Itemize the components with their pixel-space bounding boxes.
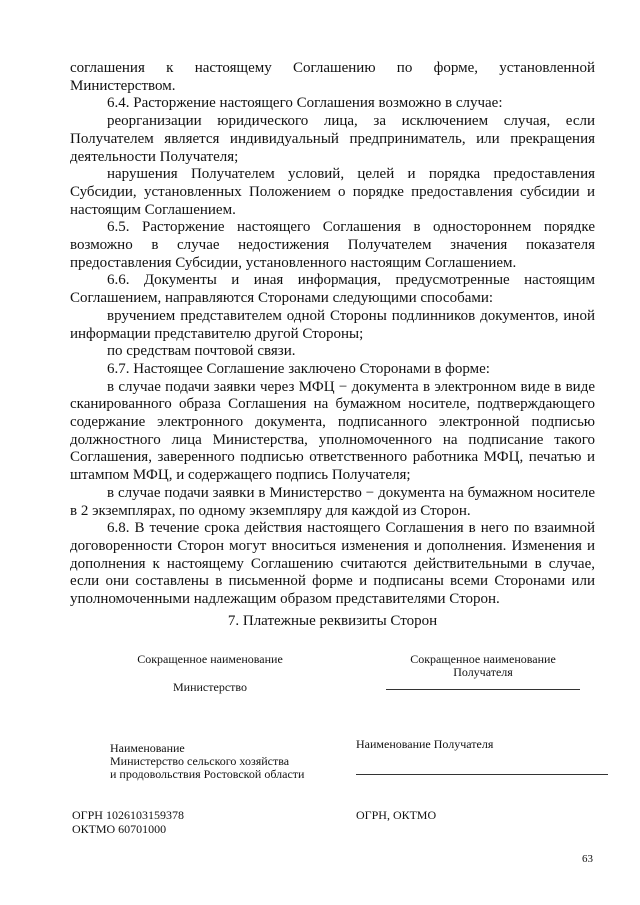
paragraph: реорганизации юридического лица, за исключением случая, если Получателем является индивидуальный предприниматель, или прекращения деятельности Получателя;: [70, 113, 595, 165]
paragraph: вручением представителем одной Стороны подлинников документов, иной информации представителю другой Стороны;: [70, 307, 595, 342]
left-short-name-label: Сокращенное наименование: [137, 652, 283, 666]
paragraph: 6.8. В течение срока действия настоящего Соглашения в него по взаимной договоренности Сторон могут вноситься изменения и дополнения. Изменения и дополнения к настоящему Соглашению считаются действительными в случае, если они составлены в письменной форме и подписаны всеми Сторонами или уполномоченными надлежащим образом представителями Сторон.: [70, 520, 595, 608]
paragraph: нарушения Получателем условий, целей и порядка предоставления Субсидии, установленных Положением о порядке предоставления субсидии и настоящим Соглашением.: [70, 166, 595, 218]
paragraph: по средствам почтовой связи.: [107, 343, 296, 360]
right-short-name-label: Сокращенное наименование: [410, 652, 556, 666]
right-short-name-value: Получателя: [453, 665, 513, 679]
left-ogrn: ОГРН 1026103159378: [72, 808, 184, 822]
paragraph: 6.7. Настоящее Соглашение заключено Сторонами в форме:: [107, 360, 490, 377]
paragraph: 6.6. Документы и иная информация, предусмотренные настоящим Соглашением, направляются Сторонами следующими способами:: [70, 272, 595, 307]
left-short-name-value: Министерство: [173, 680, 247, 694]
right-name-label: Наименование Получателя: [356, 737, 494, 751]
signature-line: [386, 689, 580, 690]
left-name-line1: Министерство сельского хозяйства: [110, 754, 290, 768]
page-number: 63: [582, 853, 593, 865]
left-oktmo: ОКТМО 60701000: [72, 822, 167, 836]
body-text: [70, 60, 595, 609]
paragraph: в случае подачи заявки в Министерство − документа на бумажном носителе в 2 экземплярах, по одному экземпляру для каждой из Сторон.: [70, 484, 595, 519]
section-title: 7. Платежные реквизиты Сторон: [227, 613, 438, 629]
right-ogrn-oktmo: ОГРН, ОКТМО: [356, 808, 437, 822]
signature-line: [356, 774, 608, 775]
paragraph: 6.4. Расторжение настоящего Соглашения возможно в случае:: [107, 95, 503, 112]
left-name-line2: и продовольствия Ростовской области: [110, 767, 305, 781]
paragraph: 6.5. Расторжение настоящего Соглашения в одностороннем порядке возможно в случае недостижения Получателем значения показателя предоставления Субсидии, установленного настоящим Соглашением.: [70, 219, 595, 271]
left-name-label: Наименование: [110, 741, 185, 755]
paragraph: соглашения к настоящему Соглашению по форме, установленной Министерством.: [70, 60, 595, 94]
paragraph: в случае подачи заявки через МФЦ − документа в электронном виде в виде сканированного образа Соглашения на бумажном носителе, подтверждающего содержание электронного документа, подписанного электронной подписью должностного лица Министерства, уполномоченного на подписание такого Соглашения, заверенного подписью ответственного работника МФЦ, печатью и штампом МФЦ, и содержащего подпись Получателя;: [70, 378, 595, 484]
